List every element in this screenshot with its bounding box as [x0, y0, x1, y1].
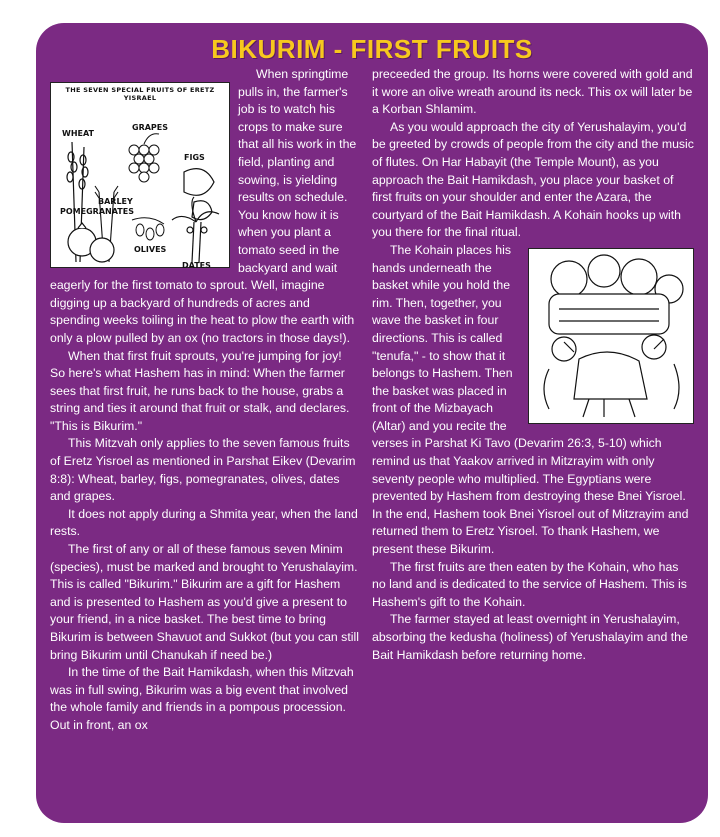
label-figs: FIGS: [184, 153, 205, 162]
label-wheat: WHEAT: [62, 129, 95, 138]
paragraph: This Mitzvah only applies to the seven famous fruits of Eretz Yisroel as mentioned in Parshat Eikev (Devarim 8:8): Wheat, barley, figs, pomegranates, olives, dates and grapes.: [50, 436, 356, 504]
label-barley: BARLEY: [98, 197, 133, 206]
paragraph: The Kohain places his hands underneath the basket while you hold the rim. Then, together, you wave the basket in four directions. This is called "tenufa," - to show that it belongs to Hashem. Then the basket was placed in front of the Mizbayach (Altar) and you recite the verses in Parshat Ki Tavo (Devarim 26:3, 5-10) which remind us that Yaakov arrived in Mitzrayim with only seventy people who multiplied. The Egyptians were prevented by Hashem from destroying these Bnei Yisroel. In the end, Hashem took Bnei Yisroel out of Mitzrayim and returned them to Eretz Yisroel. To thank Hashem, we present these Bikurim.: [372, 242, 689, 557]
article-title: BIKURIM - FIRST FRUITS: [211, 34, 533, 64]
left-column: [50, 66, 360, 735]
paragraph: When that first fruit sprouts, you're jumping for joy! So here's what Hashem has in mind: When the farmer sees that first fruit, he runs back to the house, grabs a string and ties it around that fruit or stalk, and declares. "This is Bikurim.": [50, 348, 350, 433]
label-dates: DATES: [182, 261, 211, 270]
label-olives: OLIVES: [134, 245, 167, 254]
seven-fruits-illustration: [50, 82, 230, 268]
seven-fruits-drawing: [54, 102, 226, 270]
article-panel: [36, 23, 708, 823]
paragraph: In the time of the Bait Hamikdash, when this Mitzvah was in full swing, Bikurim was a big event that involved the whole family and friends in a pompous procession. Out in front, an ox: [50, 665, 354, 732]
procession-drawing: [529, 249, 692, 422]
paragraph: preceeded the group. Its horns were covered with gold and it wore an olive wreath around its neck. This ox will later be a Korban Shlamim.: [372, 67, 693, 117]
illustration-caption: THE SEVEN SPECIAL FRUITS OF ERETZ YISRAEL: [65, 86, 215, 102]
paragraph: When springtime pulls in, the farmer's job is to watch his crops to make sure that all his work in the field, planting and sowing, is yielding results on schedule. You know how it is when you plant a tomato seed in the backyard and wait eagerly for the first tomato to sprout. Well, imagine digging up a backyard of hundreds of acres and spending weeks toiling in the heat to plow the earth with only a plow pulled by an ox (no tractors in those days!).: [50, 67, 357, 345]
right-column: [372, 66, 694, 664]
paragraph: As you would approach the city of Yerushalayim, you'd be greeted by crowds of people from the city and the music of flutes. On Har Habayit (the Temple Mount), as you approach the Bait Hamikdash, you place your basket of first fruits on your shoulder and enter the Azara, the courtyard of the Bait Hamikdash. A Kohain hooks up with you there for the final ritual.: [372, 119, 694, 240]
label-pomegranates: POMEGRANATES: [60, 207, 134, 216]
procession-illustration: [528, 248, 694, 424]
paragraph: It does not apply during a Shmita year, when the land rests.: [50, 506, 358, 539]
paragraph: The first fruits are then eaten by the Kohain, who has no land and is dedicated to the service of Hashem. This is Hashem's gift to the Kohain.: [372, 559, 687, 609]
paragraph: The farmer stayed at least overnight in Yerushalayim, absorbing the kedusha (holiness) of Yerushalayim and the Bait Hamikdash before returning home.: [372, 612, 688, 662]
paragraph: The first of any or all of these famous seven Minim (species), must be marked and brought to Yerushalayim. This is called "Bikurim." Bikurim are a gift for Hashem and is presented to Hashem as you'd give a present to your friend, in a nice basket. The best time to bring Bikurim is between Shavuot and Sukkot (but you can still bring Bikurim until Chanukah if need be.): [50, 542, 359, 662]
label-grapes: GRAPES: [132, 123, 169, 132]
